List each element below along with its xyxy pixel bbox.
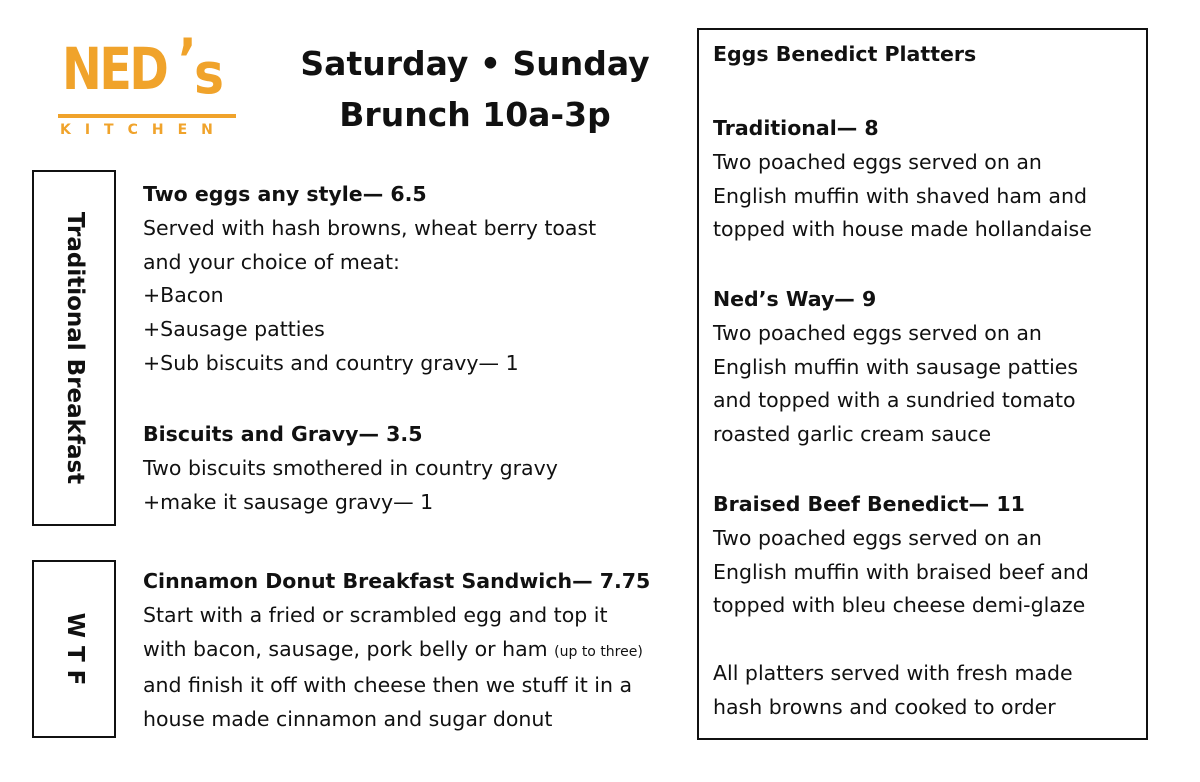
benedict-item-neds-way — [713, 283, 1078, 452]
item-line: topped with bleu cheese demi-glaze — [713, 593, 1086, 618]
logo-rule — [58, 114, 236, 118]
neds-kitchen-logo — [58, 26, 238, 146]
benedict-footer — [713, 657, 1073, 725]
footer-line: hash browns and cooked to order — [713, 694, 1056, 719]
item-line: Two poached eggs served on an — [713, 149, 1042, 174]
item-title: Cinnamon Donut Breakfast Sandwich— 7.75 — [143, 569, 651, 593]
item-line: +Sub biscuits and country gravy— 1 — [143, 350, 519, 375]
wtf-label-box — [32, 560, 116, 738]
item-line: Served with hash browns, wheat berry toast — [143, 215, 597, 240]
item-line: Start with a fried or scrambled egg and top it — [143, 602, 608, 627]
item-line: and topped with a sundried tomato — [713, 388, 1076, 413]
item-line: and your choice of meat: — [143, 249, 400, 274]
item-line-text: with bacon, sausage, pork belly or ham — [143, 636, 548, 661]
item-title: Traditional— 8 — [713, 116, 879, 140]
item-line: roasted garlic cream sauce — [713, 422, 992, 447]
item-line: English muffin with braised beef and — [713, 559, 1089, 584]
item-line-with-note — [143, 633, 650, 670]
item-line: +Bacon — [143, 283, 224, 308]
menu-item-cinnamon-donut-sandwich — [143, 565, 650, 737]
item-title: Biscuits and Gravy— 3.5 — [143, 422, 423, 446]
logo-wordmark: NED — [62, 35, 167, 103]
menu-item-two-eggs — [143, 178, 596, 381]
traditional-breakfast-label: Traditional Breakfast — [62, 211, 88, 485]
item-title: Two eggs any style— 6.5 — [143, 182, 427, 206]
item-title: Braised Beef Benedict— 11 — [713, 492, 1025, 516]
header-hours: Brunch 10a-3p — [339, 95, 611, 134]
item-line: Two biscuits smothered in country gravy — [143, 455, 558, 480]
menu-item-biscuits-gravy — [143, 418, 558, 519]
logo-s: s — [194, 42, 225, 107]
eggs-benedict-heading-block — [713, 38, 976, 72]
logo-subtitle: KITCHEN — [60, 122, 227, 138]
item-line: Two poached eggs served on an — [713, 320, 1042, 345]
eggs-benedict-heading: Eggs Benedict Platters — [713, 42, 977, 66]
item-note: (up to three) — [554, 643, 643, 660]
header-days: Saturday • Sunday — [300, 44, 650, 83]
footer-line: All platters served with fresh made — [713, 661, 1073, 685]
item-line: house made cinnamon and sugar donut — [143, 707, 553, 732]
wtf-label: W T F — [62, 612, 88, 686]
item-line: and finish it off with cheese then we stuff it in a — [143, 673, 633, 698]
item-line: English muffin with shaved ham and — [713, 183, 1087, 208]
benedict-item-braised-beef — [713, 488, 1089, 623]
item-line: English muffin with sausage patties — [713, 354, 1079, 379]
item-line: topped with house made hollandaise — [713, 217, 1092, 242]
item-title: Ned’s Way— 9 — [713, 287, 877, 311]
benedict-item-traditional — [713, 112, 1092, 247]
logo-apostrophe: ’ — [178, 26, 197, 94]
traditional-breakfast-label-box — [32, 170, 116, 526]
item-line: +make it sausage gravy— 1 — [143, 489, 434, 514]
item-line: Two poached eggs served on an — [713, 525, 1042, 550]
item-line: +Sausage patties — [143, 317, 325, 342]
